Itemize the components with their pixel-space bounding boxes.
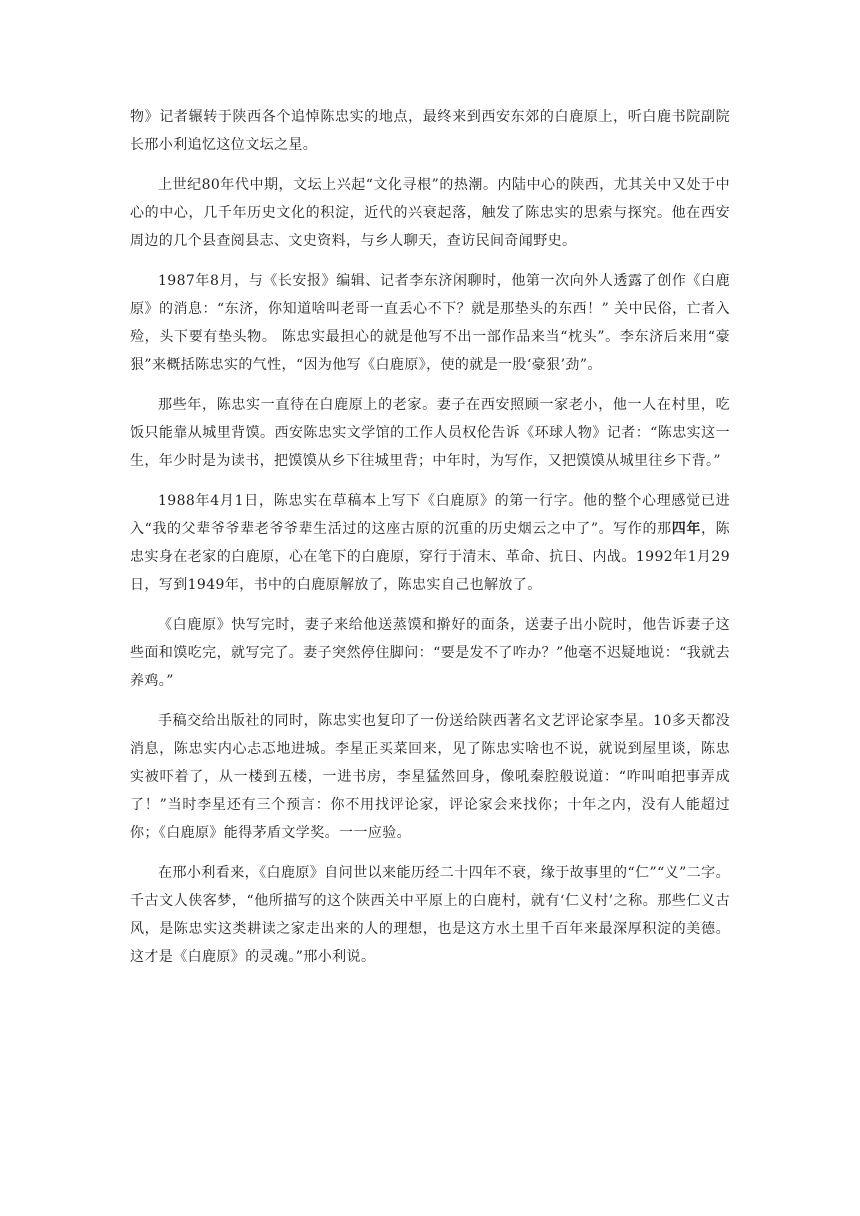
paragraph-2: 上世纪80年代中期，文坛上兴起“文化寻根”的热潮。内陆中心的陕西，尤其关中又处于中心的中心，几千年历史文化的积淀，近代的兴衰起落，触发了陈忠实的思索与探究。他在西安周边的几个县查阅县志、文史资料，与乡人聊天，查访民间奇闻野史。 <box>130 177 730 249</box>
paragraph-6: 《白鹿原》快写完时，妻子来给他送蒸馍和擀好的面条，送妻子出小院时，他告诉妻子这些面和馍吃完，就写完了。妻子突然停住脚问：“要是发不了咋办？”他毫不迟疑地说：“我就去养鸡。” <box>130 617 730 689</box>
paragraph-3: 1987年8月，与《长安报》编辑、记者李东济闲聊时，他第一次向外人透露了创作《白鹿原》的消息：“东济，你知道啥叫老哥一直丢心不下？就是那垫头的东西！” 关中民俗，亡者入殓，头下要有垫头物。 陈忠实最担心的就是他写不出一部作品来当“枕头”。李东济后来用“豪狠”来概括陈忠实的气性，“因为他写《白鹿原》，使的就是一股‘豪狠’劲”。 <box>130 273 730 373</box>
paragraph-8: 在邢小利看来，《白鹿原》自问世以来能历经二十四年不衰，缘于故事里的“仁”“义”二字。千古文人侠客梦，“他所描写的这个陕西关中平原上的白鹿村，就有‘仁义村’之称。那些仁义古风，是陈忠实这类耕读之家走出来的人的理想，也是这方水土里千百年来最深厚积淀的美德。这才是《白鹿原》的灵魂。”邢小利说。 <box>130 865 730 965</box>
paragraph-5-text-after: ，陈忠实身在老家的白鹿原，心在笔下的白鹿原，穿行于清末、革命、抗日、内战。1992年1月29日，写到1949年，书中的白鹿原解放了，陈忠实自己也解放了。 <box>130 521 730 593</box>
article-body <box>130 103 730 983</box>
paragraph-5 <box>130 487 730 599</box>
paragraph-4: 那些年，陈忠实一直待在白鹿原上的老家。妻子在西安照顾一家老小，他一人在村里，吃饭只能靠从城里背馍。西安陈忠实文学馆的工作人员权伦告诉《环球人物》记者：“陈忠实这一生，年少时是为读书，把馍馍从乡下往城里背；中年时，为写作，又把馍馍从城里往乡下背。” <box>130 397 730 469</box>
paragraph-7: 手稿交给出版社的同时，陈忠实也复印了一份送给陕西著名文艺评论家李星。10多天都没消息，陈忠实内心忐忑地进城。李星正买菜回来，见了陈忠实啥也不说，就说到屋里谈，陈忠实被吓着了，从一楼到五楼，一进书房，李星猛然回身，像吼秦腔般说道：“咋叫咱把事弄成了！”当时李星还有三个预言：你不用找评论家，评论家会来找你；十年之内，没有人能超过你；《白鹿原》能得茅盾文学奖。一一应验。 <box>130 713 730 841</box>
paragraph-5-bold-text: 四年 <box>671 521 701 537</box>
paragraph-1: 物》记者辗转于陕西各个追悼陈忠实的地点，最终来到西安东郊的白鹿原上，听白鹿书院副院长邢小利追忆这位文坛之星。 <box>130 109 730 153</box>
paragraph-5-text-before: 1988年4月1日，陈忠实在草稿本上写下《白鹿原》的第一行字。他的整个心理感觉已进入“我的父辈爷爷辈老爷爷辈生活过的这座古原的沉重的历史烟云之中了”。写作的那 <box>130 493 730 537</box>
